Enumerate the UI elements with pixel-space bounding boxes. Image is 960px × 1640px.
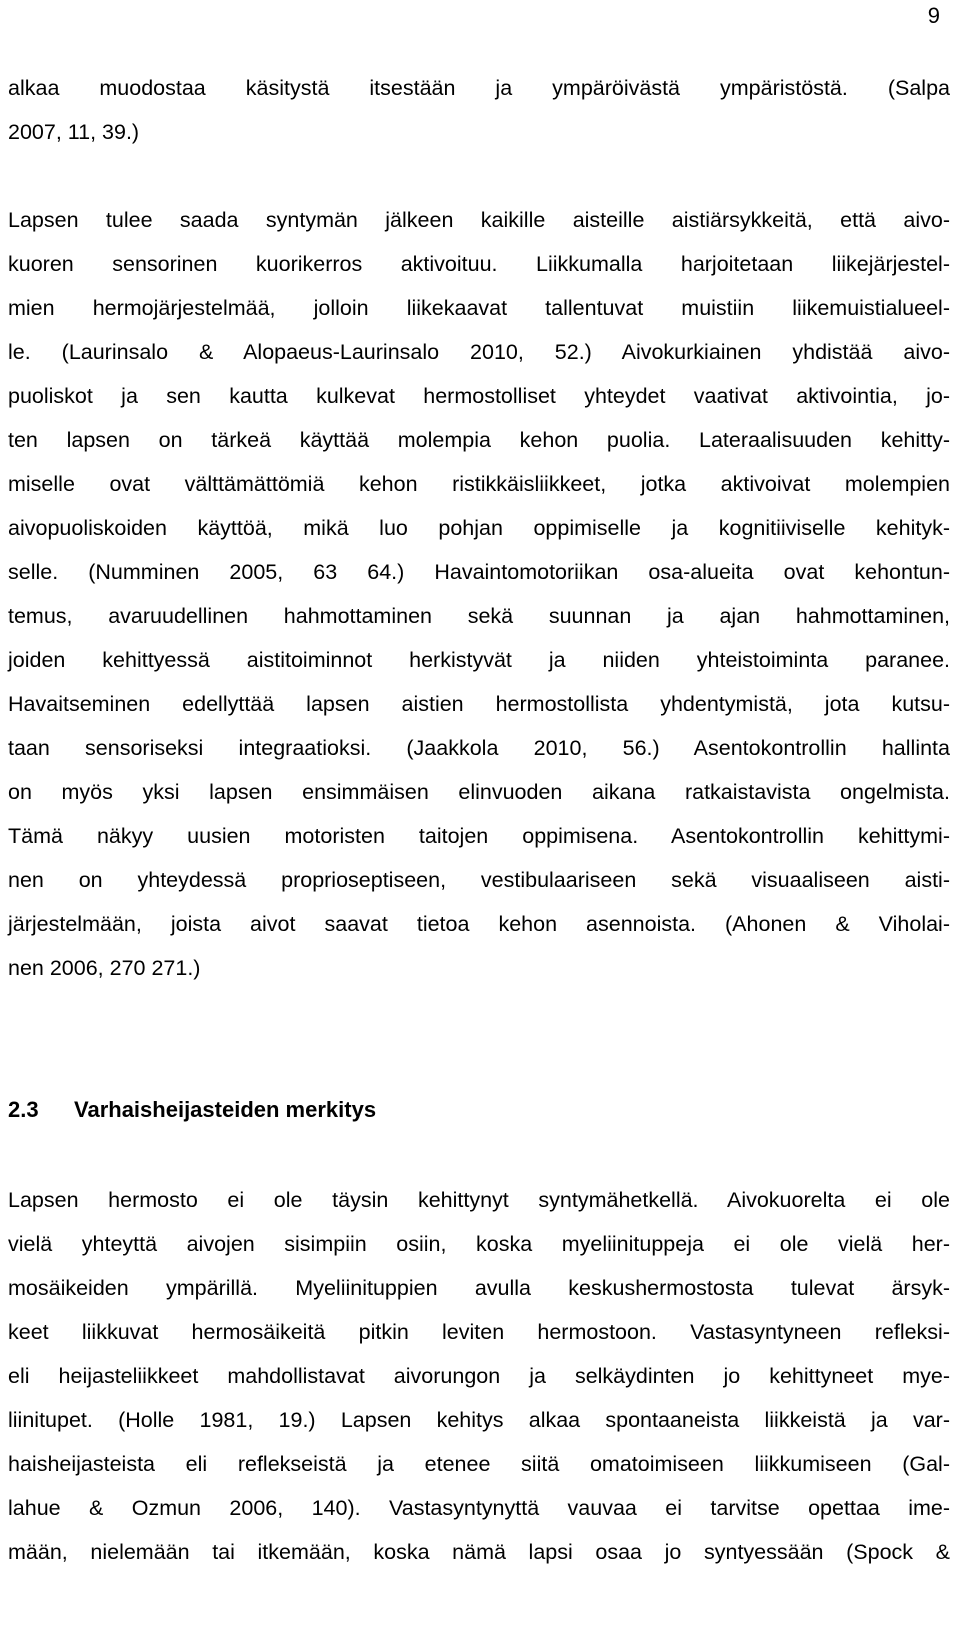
text-line: eli heijasteliikkeet mahdollistavat aivorungon ja selkäydinten jo kehittyneet mye- xyxy=(8,1364,950,1388)
text-line: temus, avaruudellinen hahmottaminen sekä suunnan ja ajan hahmottaminen, xyxy=(8,604,950,628)
text-line: järjestelmään, joista aivot saavat tietoa kehon asennoista. (Ahonen & Viholai- xyxy=(8,912,950,936)
text-line: Lapsen hermosto ei ole täysin kehittynyt syntymähetkellä. Aivokuorelta ei ole xyxy=(8,1188,950,1212)
section-title: Varhaisheijasteiden merkitys xyxy=(74,1097,377,1122)
text-line: liinitupet. (Holle 1981, 19.) Lapsen kehitys alkaa spontaaneista liikkeistä ja var- xyxy=(8,1408,950,1432)
text-line: nen on yhteydessä proprioseptiseen, vestibulaariseen sekä visuaaliseen aisti- xyxy=(8,868,950,892)
text-line: mään, nielemään tai itkemään, koska nämä lapsi osaa jo syntyessään (Spock & xyxy=(8,1540,950,1564)
text-line: keet liikkuvat hermosäikeitä pitkin leviten hermostoon. Vastasyntyneen refleksi- xyxy=(8,1320,950,1344)
text-line: Lapsen tulee saada syntymän jälkeen kaikille aisteille aistiärsykkeitä, että aivo- xyxy=(8,208,950,232)
page-number: 9 xyxy=(927,3,940,28)
text-line: 2007, 11, 39.) xyxy=(8,120,140,144)
text-line: kuoren sensorinen kuorikerros aktivoituu. Liikkumalla harjoitetaan liikejärjestel- xyxy=(8,252,950,276)
text-line: alkaa muodostaa käsitystä itsestään ja ympäröivästä ympäristöstä. (Salpa xyxy=(8,76,950,100)
text-line: joiden kehittyessä aistitoiminnot herkistyvät ja niiden yhteistoiminta paranee. xyxy=(8,648,950,672)
text-line: taan sensoriseksi integraatioksi. (Jaakkola 2010, 56.) Asentokontrollin hallinta xyxy=(8,736,950,760)
section-heading xyxy=(8,1090,376,1130)
text-line: mosäikeiden ympärillä. Myeliinituppien avulla keskushermostosta tulevat ärsyk- xyxy=(8,1276,950,1300)
text-line: puoliskot ja sen kautta kulkevat hermostolliset yhteydet vaativat aktivointia, jo- xyxy=(8,384,950,408)
text-line: Havaitseminen edellyttää lapsen aistien hermostollista yhdentymistä, jota kutsu- xyxy=(8,692,950,716)
text-line: nen 2006, 270 271.) xyxy=(8,956,201,980)
text-line: aivopuoliskoiden käyttöä, mikä luo pohjan oppimiselle ja kognitiiviselle kehityk- xyxy=(8,516,950,540)
text-line: haisheijasteista eli reflekseistä ja etenee siitä omatoimiseen liikkumiseen (Gal- xyxy=(8,1452,950,1476)
text-line: vielä yhteyttä aivojen sisimpiin osiin, koska myeliinituppeja ei ole vielä her- xyxy=(8,1232,950,1256)
text-line: le. (Laurinsalo & Alopaeus-Laurinsalo 2010, 52.) Aivokurkiainen yhdistää aivo- xyxy=(8,340,950,364)
text-line: lahue & Ozmun 2006, 140). Vastasyntynyttä vauvaa ei tarvitse opettaa ime- xyxy=(8,1496,950,1520)
section-number: 2.3 xyxy=(8,1097,39,1122)
text-line: Tämä näkyy uusien motoristen taitojen oppimisena. Asentokontrollin kehittymi- xyxy=(8,824,950,848)
text-line: on myös yksi lapsen ensimmäisen elinvuoden aikana ratkaistavista ongelmista. xyxy=(8,780,950,804)
text-line: ten lapsen on tärkeä käyttää molempia kehon puolia. Lateraalisuuden kehitty- xyxy=(8,428,950,452)
text-line: miselle ovat välttämättömiä kehon ristikkäisliikkeet, jotka aktivoivat molempien xyxy=(8,472,950,496)
text-line: selle. (Numminen 2005, 63 64.) Havaintomotoriikan osa-alueita ovat kehontun- xyxy=(8,560,950,584)
text-line: mien hermojärjestelmää, jolloin liikekaavat tallentuvat muistiin liikemuistialueel- xyxy=(8,296,950,320)
